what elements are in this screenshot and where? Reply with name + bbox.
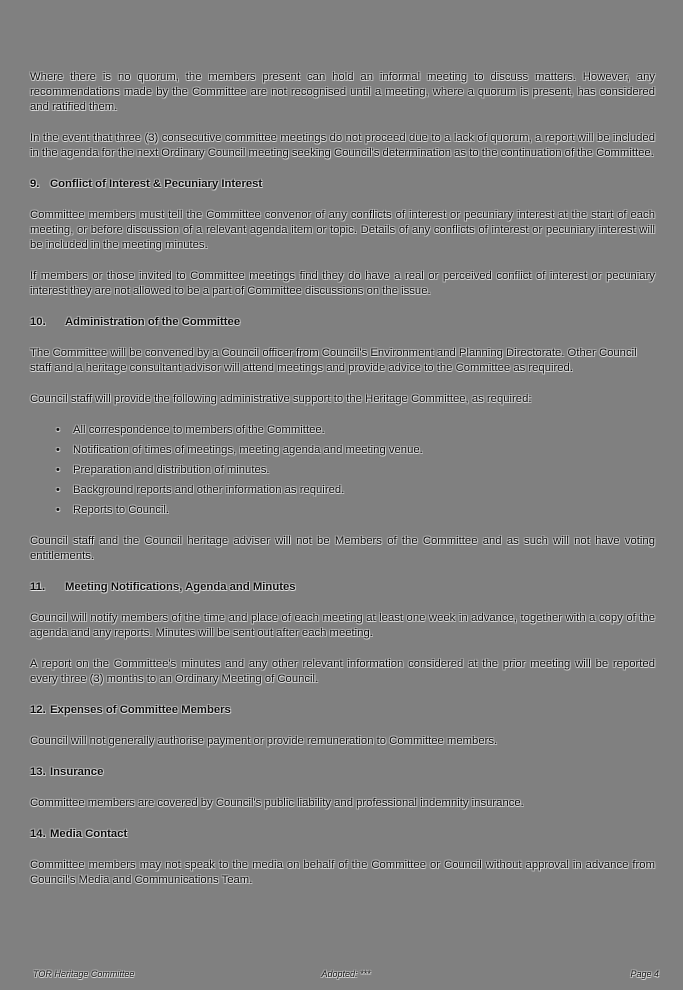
paragraph: The Committee will be convened by a Council officer from Council's Environment and Planning Directorate. Other Council staff and a heritage consultant advisor will attend meetings and provide advice to the Committee as required. <box>30 347 637 374</box>
section-title: Meeting Notifications, Agenda and Minutes <box>65 581 296 593</box>
section-title: Insurance <box>50 766 104 778</box>
bullet-icon: • <box>56 444 60 456</box>
document-body <box>30 70 655 904</box>
footer-document-title: TOR Heritage Committee <box>33 969 135 979</box>
section-number: 13. <box>30 766 46 778</box>
bullet-item <box>30 423 655 438</box>
page-footer <box>33 969 659 979</box>
paragraph: Committee members may not speak to the media on behalf of the Committee or Council without approval in advance from Council's Media and Communications Team. <box>30 859 655 886</box>
section-number: 9. <box>30 178 40 190</box>
footer-adopted-label: Adopted: *** <box>321 969 371 979</box>
bullet-text: All correspondence to members of the Committee. <box>73 424 325 436</box>
bullet-item <box>30 443 655 458</box>
paragraph: Where there is no quorum, the members present can hold an informal meeting to discuss matters. However, any recommendations made by the Committee are not recognised until a meeting, where a quorum is present, has considered and ratified them. <box>30 71 655 113</box>
bullet-icon: • <box>56 504 60 516</box>
section-heading <box>30 315 655 330</box>
section-heading <box>30 827 655 842</box>
section-number: 10. <box>30 316 46 328</box>
bullet-text: Reports to Council. <box>73 504 170 516</box>
paragraph: Committee members are covered by Council's public liability and professional indemnity insurance. <box>30 797 524 809</box>
section-heading <box>30 703 655 718</box>
section-title: Expenses of Committee Members <box>50 704 231 716</box>
section-title: Conflict of Interest & Pecuniary Interest <box>50 178 263 190</box>
bullet-icon: • <box>56 424 60 436</box>
bullet-icon: • <box>56 484 60 496</box>
section-heading <box>30 580 655 595</box>
section-heading <box>30 177 655 192</box>
paragraph: Council will notify members of the time and place of each meeting at least one week in advance, together with a copy of the agenda and any reports. Minutes will be sent out after each meeting. <box>30 612 655 639</box>
bullet-item <box>30 503 655 518</box>
section-number: 12. <box>30 704 46 716</box>
paragraph: Committee members must tell the Committee convenor of any conflicts of interest or pecuniary interest at the start of each meeting, or before discussion of a relevant agenda item or topic. Details of any conflicts of interest or pecuniary interest will be included in the meeting minutes. <box>30 209 655 251</box>
bullet-text: Preparation and distribution of minutes. <box>73 464 270 476</box>
paragraph: Council staff and the Council heritage adviser will not be Members of the Committee and as such will not have voting entitlements. <box>30 535 655 562</box>
section-title: Media Contact <box>50 828 128 840</box>
paragraph: A report on the Committee's minutes and any other relevant information considered at the prior meeting will be reported every three (3) months to an Ordinary Meeting of Council. <box>30 658 655 685</box>
bullet-item <box>30 463 655 478</box>
section-heading <box>30 765 655 780</box>
paragraph: Council staff will provide the following administrative support to the Heritage Committee, as required: <box>30 393 532 405</box>
section-number: 14. <box>30 828 46 840</box>
section-number: 11. <box>30 581 46 593</box>
paragraph: If members or those invited to Committee meetings find they do have a real or perceived conflict of interest or pecuniary interest they are not allowed to be a part of Committee discussions on the issue. <box>30 270 655 297</box>
bullet-icon: • <box>56 464 60 476</box>
section-title: Administration of the Committee <box>65 316 241 328</box>
bullet-list <box>30 423 655 518</box>
paragraph: Council will not generally authorise payment or provide remuneration to Committee members. <box>30 735 498 747</box>
bullet-text: Notification of times of meetings, meeting agenda and meeting venue. <box>73 444 423 456</box>
bullet-item <box>30 483 655 498</box>
footer-page-number: Page 4 <box>630 969 659 979</box>
paragraph: In the event that three (3) consecutive committee meetings do not proceed due to a lack of quorum, a report will be included in the agenda for the next Ordinary Council meeting seeking Council's determination as to the continuation of the Committee. <box>30 132 655 159</box>
bullet-text: Background reports and other information as required. <box>73 484 345 496</box>
